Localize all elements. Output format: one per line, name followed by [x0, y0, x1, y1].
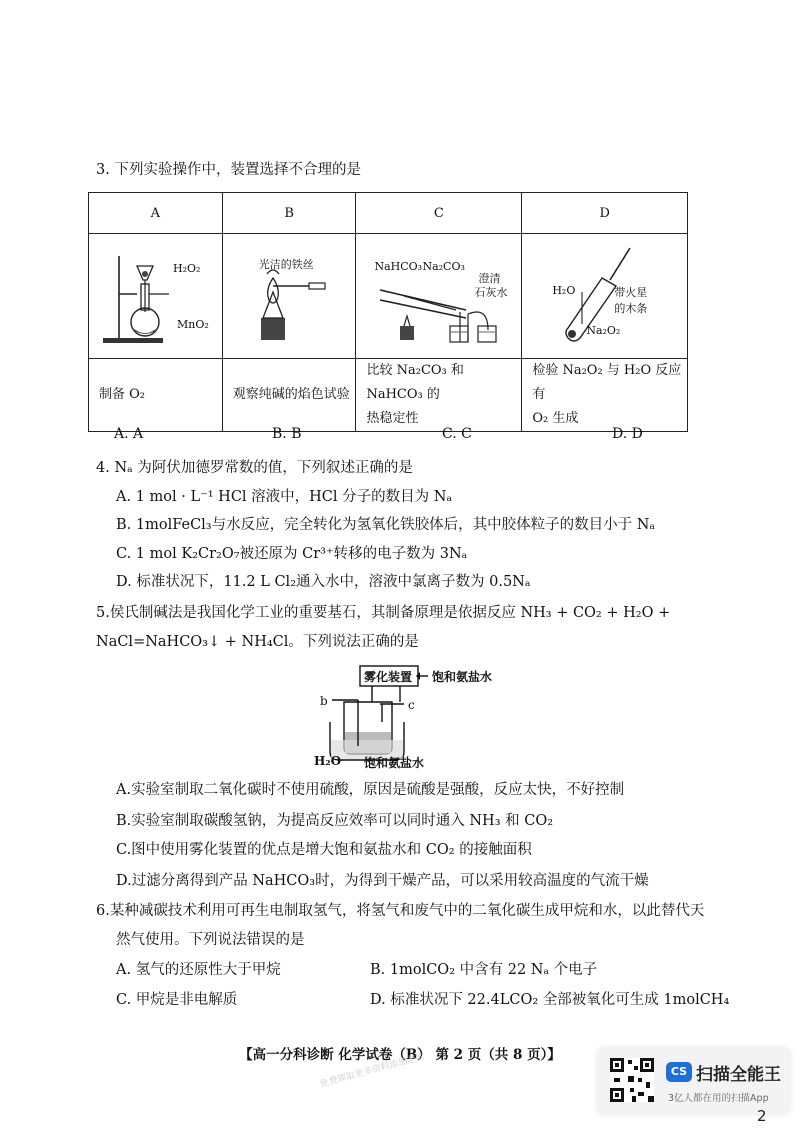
na2o2-label: Na₂O₂	[586, 324, 621, 337]
q5-option-b: B.实验室制取碳酸氢钠，为提高反应效率可以同时通入 NH₃ 和 CO₂	[116, 813, 554, 829]
q3-option-c: C. C	[442, 426, 472, 442]
q6-option-d: D. 标准状况下 22.4LCO₂ 全部被氧化可生成 1molCH₄	[370, 992, 730, 1008]
q3-diagram-b-cell	[222, 234, 356, 359]
q3-option-d: D. D	[612, 426, 643, 442]
q3-desc-b: 观察纯碱的焰色试验	[222, 359, 356, 432]
page-number: 2	[757, 1107, 767, 1125]
limewater-label-2: 石灰水	[474, 286, 508, 299]
glowing-stick-label-1: 带火星	[614, 286, 648, 299]
q3-header-a: A	[89, 193, 223, 234]
q6-option-b: B. 1molCO₂ 中含有 22 Nₐ 个电子	[370, 962, 598, 978]
q3-desc-a: 制备 O₂	[89, 359, 223, 432]
q3-diagram-d-cell	[522, 234, 688, 359]
inlet-b-label: b	[320, 694, 328, 708]
na2co3-label: Na₂CO₃	[422, 260, 465, 273]
q3-option-b: B. B	[272, 426, 302, 442]
q3-stem: 3. 下列实验操作中，装置选择不合理的是	[96, 162, 361, 178]
glowing-stick-label-2: 的木条	[614, 302, 648, 315]
q4-option-b: B. 1molFeCl₃与水反应，完全转化为氢氧化铁胶体后，其中胶体粒子的数目小于 Nₐ	[116, 517, 655, 533]
na2o2-test-diagram	[522, 234, 688, 358]
outlet-c-label: c	[408, 698, 415, 712]
q5-option-c: C.图中使用雾化装置的优点是增大饱和氨盐水和 CO₂ 的接触面积	[116, 842, 532, 858]
q6-option-c: C. 甲烷是非电解质	[116, 992, 238, 1008]
app-tagline: 3亿人都在用的扫描App	[668, 1093, 769, 1104]
q5-option-a: A.实验室制取二氧化碳时不使用硫酸，原因是硫酸是强酸，反应太快，不好控制	[116, 782, 625, 798]
scanner-badge	[598, 1048, 790, 1114]
h2o-label: H₂O	[552, 284, 576, 297]
q6-stem-2: 然气使用。下列说法错误的是	[116, 932, 305, 948]
page-footer: 【高一分科诊断 化学试卷（B） 第 2 页（共 8 页）】	[239, 1047, 561, 1063]
flame-test-diagram	[223, 234, 357, 358]
q5-stem-1: 5.侯氏制碱法是我国化学工业的重要基石，其制备原理是依据反应 NH₃ + CO₂ + H₂O +	[96, 605, 671, 621]
qr-code-icon	[610, 1058, 654, 1102]
q3-table	[88, 192, 688, 432]
q3-desc-c: 比较 Na₂CO₃ 和 NaHCO₃ 的 热稳定性	[356, 359, 522, 432]
brine-top-label: 饱和氨盐水	[432, 670, 493, 684]
q3-diagram-c-cell	[356, 234, 522, 359]
watermark: 免费领取更多资料添加老师	[318, 1052, 426, 1090]
camscanner-logo-icon: CS	[666, 1062, 692, 1082]
q6-stem-1: 6.某种减碳技术利用可再生电制取氢气，将氢气和废气中的二氧化碳生成甲烷和水，以此替代天	[96, 903, 705, 919]
q4-stem: 4. Nₐ 为阿伏加德罗常数的值，下列叙述正确的是	[96, 460, 413, 476]
o2-prep-apparatus-diagram	[89, 234, 223, 358]
q3-header-c: C	[356, 193, 522, 234]
q4-option-a: A. 1 mol · L⁻¹ HCl 溶液中，HCl 分子的数目为 Nₐ	[116, 489, 453, 505]
q5-option-d: D.过滤分离得到产品 NaHCO₃时，为得到干燥产品，可以采用较高温度的气流干燥	[116, 873, 649, 889]
q3-desc-d: 检验 Na₂O₂ 与 H₂O 反应有 O₂ 生成	[522, 359, 688, 432]
q4-option-d: D. 标准状况下，11.2 L Cl₂通入水中，溶液中氯离子数为 0.5Nₐ	[116, 574, 531, 590]
q6-option-a: A. 氢气的还原性大于甲烷	[116, 962, 281, 978]
q4-option-c: C. 1 mol K₂Cr₂O₇被还原为 Cr³⁺转移的电子数为 3Nₐ	[116, 546, 468, 562]
q3-header-b: B	[222, 193, 356, 234]
nahco3-label: NaHCO₃	[374, 260, 423, 273]
h2o-bottom-label: H₂O	[314, 754, 342, 768]
q5-diagram	[300, 662, 520, 772]
atomizer-label: 雾化装置	[364, 670, 413, 684]
mno2-label: MnO₂	[177, 318, 209, 331]
q5-stem-2: NaCl=NaHCO₃↓ + NH₄Cl。下列说法正确的是	[96, 634, 419, 650]
brine-bottom-label: 饱和氨盐水	[364, 756, 425, 770]
limewater-label-1: 澄清	[478, 272, 501, 285]
iron-wire-label: 光洁的铁丝	[258, 258, 314, 271]
h2o2-label: H₂O₂	[173, 262, 201, 275]
q3-option-a: A. A	[114, 426, 144, 442]
q3-diagram-a-cell	[89, 234, 223, 359]
q3-header-d: D	[522, 193, 688, 234]
app-name: 扫描全能王	[696, 1065, 781, 1085]
